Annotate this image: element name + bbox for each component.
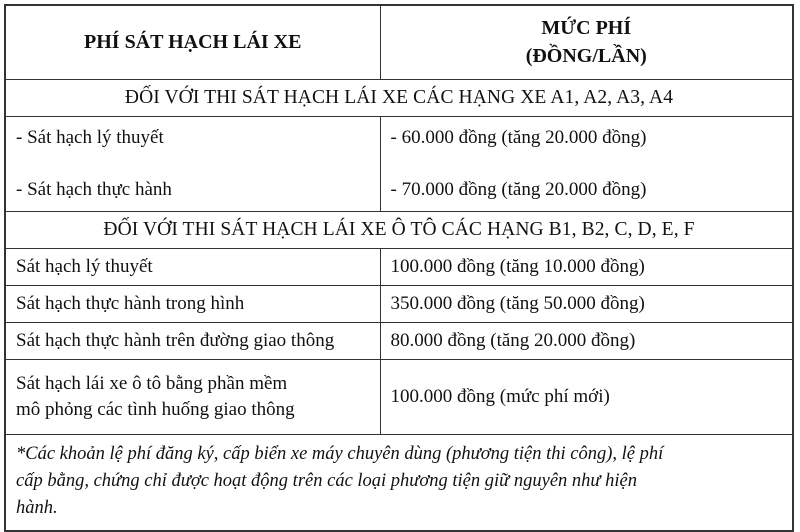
motorbike-theory-item: - Sát hạch lý thuyết: [16, 126, 164, 148]
footnote-line2: cấp bằng, chứng chỉ được hoạt động trên các loại phương tiện giữ nguyên như hiện: [16, 470, 637, 491]
table-row: [5, 285, 793, 322]
car-simulation-item-line1: Sát hạch lái xe ô tô bằng phần mềm: [16, 372, 288, 394]
section-car-row: [5, 211, 793, 248]
fee-document: [4, 4, 794, 522]
car-practice-yard-item: Sát hạch thực hành trong hình: [5, 285, 380, 322]
motorbike-practice-item: - Sát hạch thực hành: [16, 178, 172, 200]
table-row: [5, 359, 793, 434]
section-motorbike-title: ĐỐI VỚI THI SÁT HẠCH LÁI XE CÁC HẠNG XE A1, A2, A3, A4: [5, 79, 793, 116]
header-fee-amount-line2: (ĐỒNG/LẦN): [525, 45, 647, 68]
table-row: [5, 322, 793, 359]
car-practice-yard-fee: 350.000 đồng (tăng 50.000 đồng): [380, 285, 793, 322]
section-car-title: ĐỐI VỚI THI SÁT HẠCH LÁI XE Ô TÔ CÁC HẠNG B1, B2, C, D, E, F: [5, 211, 793, 248]
motorbike-practice-fee: - 70.000 đồng (tăng 20.000 đồng): [390, 178, 647, 200]
header-fee-type: [5, 5, 380, 79]
footnote-line1: *Các khoản lệ phí đăng ký, cấp biển xe máy chuyên dùng (phương tiện thi công), lệ phí: [16, 443, 664, 464]
motorbike-theory-fee: - 60.000 đồng (tăng 20.000 đồng): [390, 126, 647, 148]
header-fee-type-label: PHÍ SÁT HẠCH LÁI XE: [84, 31, 302, 54]
section-motorbike-row: [5, 79, 793, 116]
car-simulation-fee: 100.000 đồng (mức phí mới): [380, 359, 793, 434]
footnote-line3: hành.: [16, 497, 58, 518]
table-header-row: [5, 5, 793, 79]
motorbike-items-cell: [5, 116, 380, 211]
car-practice-road-item: Sát hạch thực hành trên đường giao thông: [5, 322, 380, 359]
footnote-row: [5, 434, 793, 531]
footnote: [5, 434, 793, 531]
car-simulation-item-line2: mô phỏng các tình huống giao thông: [16, 398, 295, 420]
header-fee-amount: [380, 5, 793, 79]
header-fee-amount-line1: MỨC PHÍ: [541, 17, 632, 40]
driving-test-fee-table: [4, 4, 794, 532]
car-practice-road-fee: 80.000 đồng (tăng 20.000 đồng): [380, 322, 793, 359]
car-theory-item: Sát hạch lý thuyết: [5, 248, 380, 285]
motorbike-fees-row: [5, 116, 793, 211]
motorbike-fees-cell: [380, 116, 793, 211]
table-row: [5, 248, 793, 285]
car-simulation-item: [5, 359, 380, 434]
car-theory-fee: 100.000 đồng (tăng 10.000 đồng): [380, 248, 793, 285]
